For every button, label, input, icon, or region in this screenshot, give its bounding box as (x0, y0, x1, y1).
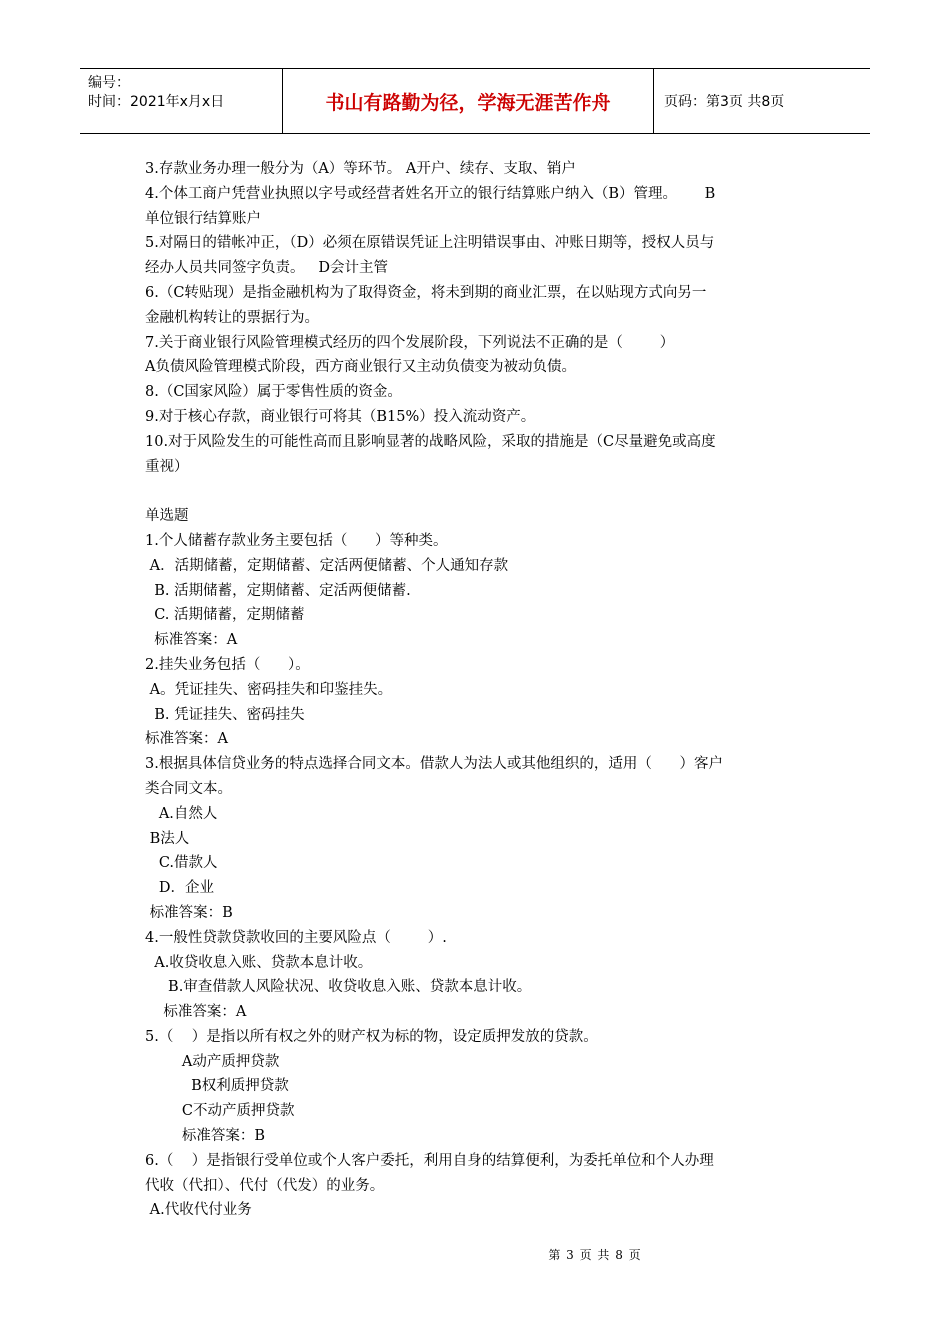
text-line: 6.（C转贴现）是指金融机构为了取得资金，将未到期的商业汇票，在以贴现方式向另一 (145, 284, 707, 301)
text-line: 类合同文本。 (145, 780, 232, 797)
document-date-label: 时间：2021年x月x日 (88, 94, 225, 110)
text-line: 7.关于商业银行风险管理模式经历的四个发展阶段，下列说法不正确的是（ ） (145, 334, 675, 351)
text-line: 10.对于风险发生的可能性高而且影响显著的战略风险，采取的措施是（C尽量避免或高度 (145, 433, 716, 450)
text-line: 4.一般性贷款贷款收回的主要风险点（ ）. (145, 929, 447, 946)
header-motto: 书山有路勤为径，学海无涯苦作舟 (282, 69, 654, 133)
text-line: 5.对隔日的错帐冲正，（D）必须在原错误凭证上注明错误事由、冲账日期等，授权人员与 (145, 235, 715, 252)
text-line: 标准答案：A (145, 632, 238, 649)
text-line: 重视） (145, 458, 189, 475)
text-line: D．企业 (145, 880, 214, 897)
text-line: A负债风险管理模式阶段，西方商业银行又主动负债变为被动负债。 (145, 359, 576, 376)
text-line: B权利质押贷款 (145, 1078, 289, 1095)
text-line: A。凭证挂失、密码挂失和印鉴挂失。 (145, 681, 393, 698)
text-line: C.借款人 (145, 855, 218, 872)
text-line: C. 活期储蓄，定期储蓄 (145, 607, 305, 624)
document-number-label: 编号： (88, 75, 130, 91)
text-line: 3.根据具体信贷业务的特点选择合同文本。借款人为法人或其他组织的，适用（ ）客户 (145, 756, 723, 773)
page-footer: 第 3 页 共 8 页 (548, 1248, 642, 1262)
text-line: 6.（ ）是指银行受单位或个人客户委托，利用自身的结算便利，为委托单位和个人办理 (145, 1152, 714, 1169)
text-line: 1.个人储蓄存款业务主要包括（ ）等种类。 (145, 532, 448, 549)
text-line: 标准答案：B (145, 904, 233, 921)
text-line: 单选题 (145, 508, 189, 525)
text-line: 标准答案：A (145, 1004, 247, 1021)
text-line: A.自然人 (145, 805, 218, 822)
text-line: C不动产质押贷款 (145, 1103, 295, 1120)
text-line: A．活期储蓄，定期储蓄、定活两便储蓄、个人通知存款 (145, 557, 509, 574)
text-line: B法人 (145, 830, 190, 847)
text-line: 8.（C国家风险）属于零售性质的资金。 (145, 384, 402, 401)
text-line: 3.存款业务办理一般分为（A）等环节。 A开户、续存、支取、销户 (145, 161, 576, 177)
text-line: 5.（ ）是指以所有权之外的财产权为标的物，设定质押发放的贷款。 (145, 1028, 598, 1045)
text-line: A动产质押贷款 (145, 1053, 280, 1070)
text-line: 标准答案：A (145, 731, 228, 748)
text-line: 单位银行结算账户 (145, 210, 261, 227)
header-meta (80, 69, 282, 133)
text-line: 4.个体工商户凭营业执照以字号或经营者姓名开立的银行结算账户纳入（B）管理。 B (145, 185, 716, 202)
header-page-number: 页码：第3页 共8页 (664, 94, 785, 110)
text-line: B. 活期储蓄，定期储蓄、定活两便储蓄. (145, 582, 411, 599)
text-line: B.审查借款人风险状况、收贷收息入账、贷款本息计收。 (145, 979, 532, 996)
text-line: A.收贷收息入账、贷款本息计收。 (145, 954, 373, 971)
text-line (145, 479, 810, 504)
text-line: 9.对于核心存款，商业银行可将其（B15%）投入流动资产。 (145, 408, 536, 425)
document-body (145, 157, 810, 1223)
text-line: 2.挂失业务包括（ ）。 (145, 656, 310, 673)
text-line: 经办人员共同签字负责。 D会计主管 (145, 260, 388, 277)
text-line: A.代收代付业务 (145, 1202, 252, 1219)
page-header (80, 68, 870, 134)
text-line: 金融机构转让的票据行为。 (145, 309, 319, 326)
text-line: 代收（代扣）、代付（代发）的业务。 (145, 1177, 385, 1194)
text-line: 标准答案：B (145, 1128, 266, 1145)
text-line: B. 凭证挂失、密码挂失 (145, 706, 305, 723)
